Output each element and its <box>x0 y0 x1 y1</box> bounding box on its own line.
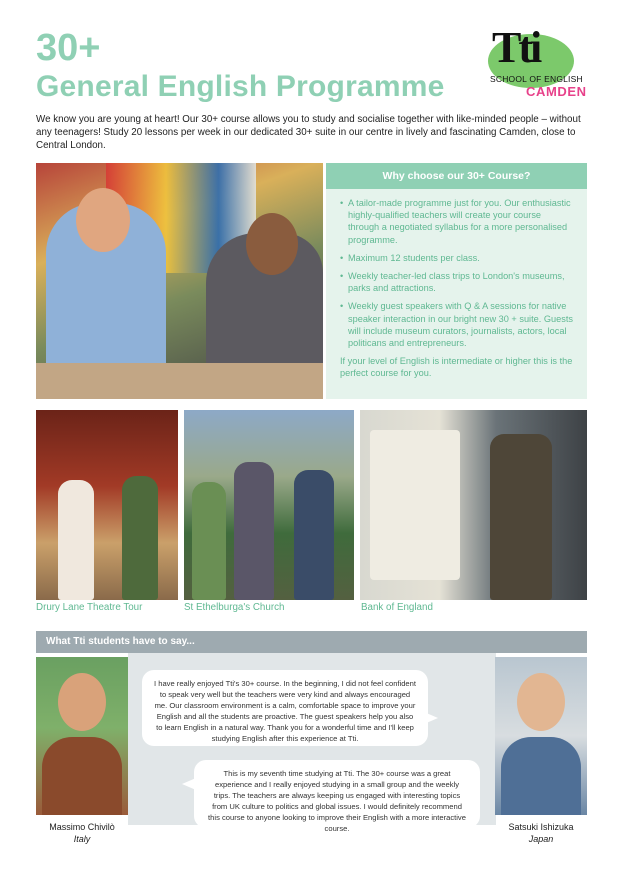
intro-paragraph: We know you are young at heart! Our 30+ course allows you to study and socialise together with like-minded people – without any teenagers! Study 20 lessons per week in our dedicated 30+ suite in our centre in lively and fascinating Camden, close to Central London. <box>36 114 581 151</box>
why-item: • Weekly teacher-led class trips to London's museums, parks and attractions. <box>340 270 573 294</box>
why-choose-footer: If your level of English is intermediate or higher this is the perfect course for you. <box>340 356 573 379</box>
page-title-age: 30+ <box>36 27 101 69</box>
exhibit-panel <box>370 430 460 580</box>
logo-school: SCHOOL OF ENGLISH <box>490 74 583 84</box>
person-figure <box>234 462 274 600</box>
caption-drury-lane: Drury Lane Theatre Tour <box>36 602 143 613</box>
portrait-head <box>517 673 565 731</box>
avatar-satsuki <box>495 657 587 815</box>
logo-location: CAMDEN <box>526 84 587 99</box>
testimonials-heading: What Tti students have to say... <box>36 631 587 653</box>
portrait-head <box>58 673 106 731</box>
caption-bank-of-england: Bank of England <box>361 602 433 613</box>
student-head <box>246 213 298 275</box>
why-choose-heading: Why choose our 30+ Course? <box>326 163 587 189</box>
why-item: • A tailor-made programme just for you. Our enthusiastic highly-qualified teachers will create your course through a negotiated syllabus for a more personalised programme. <box>340 197 573 246</box>
bank-of-england-photo <box>360 410 587 600</box>
page-title: General English Programme <box>36 70 445 103</box>
speech-bubble-tail <box>182 778 196 790</box>
classroom-photo <box>36 163 323 399</box>
desk <box>36 363 323 399</box>
drury-lane-photo <box>36 410 178 600</box>
why-item: • Weekly guest speakers with Q & A sessions for native speaker interaction in our bright new 30 + suite. Guests will include museum curators, journalists, actors, local politicans and entrepreneurs. <box>340 300 573 349</box>
person-figure <box>122 476 158 600</box>
testimonial-quote: I have really enjoyed Tti's 30+ course. In the beginning, I did not feel confident to speak very well but the teachers were very kind and always encouraged me. Our classroom environment is a calm, comfortable space to improve your English and all the students are proactive. The guest speakers help you also to learn English in a natural way. Thank you for a wonderful time and I'll keep studying English after this experience at Tti. <box>142 670 428 746</box>
teacher-head <box>76 188 130 252</box>
why-choose-list <box>326 189 587 349</box>
caption-st-ethelburgas: St Ethelburga's Church <box>184 602 285 613</box>
st-ethelburgas-photo <box>184 410 354 600</box>
person-figure <box>490 434 552 600</box>
portrait-body <box>42 737 122 815</box>
why-choose-panel <box>326 163 587 399</box>
avatar-massimo <box>36 657 128 815</box>
tti-logo <box>480 22 590 100</box>
person-figure <box>294 470 334 600</box>
testimonial-quote: This is my seventh time studying at Tti. The 30+ course was a great experience and I really enjoyed studying in a small group and the weekly trips. The teachers are always keeping us engaged with interesting topics from UK culture to politics and global issues. I would definitely recommend this course to anyone looking to improve their English with a more interactive course. <box>194 760 480 828</box>
student-country: Italy <box>73 834 91 844</box>
student-country: Japan <box>528 834 554 844</box>
speech-bubble-tail <box>424 712 438 724</box>
why-item: • Maximum 12 students per class. <box>340 252 573 264</box>
student-name: Satsuki Ishizuka <box>508 822 574 832</box>
portrait-body <box>501 737 581 815</box>
person-figure <box>192 482 226 600</box>
student-name: Massimo Chivilò <box>49 822 115 832</box>
person-figure <box>58 480 94 600</box>
logo-brand: Tti <box>492 23 540 72</box>
